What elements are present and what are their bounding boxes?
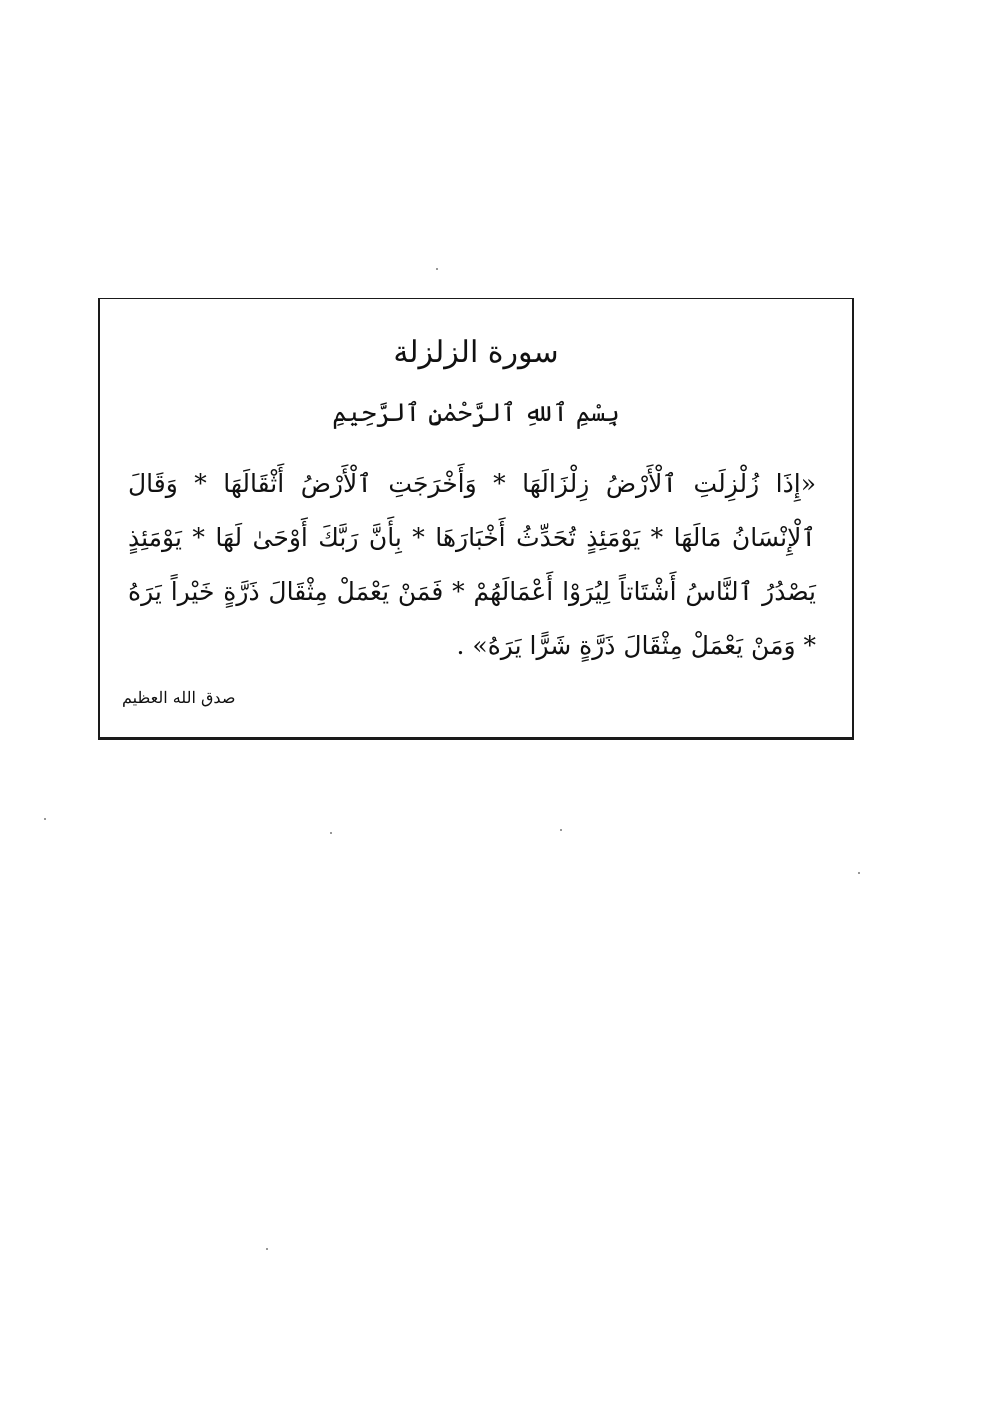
scan-speck bbox=[560, 829, 562, 831]
text-frame bbox=[98, 298, 854, 740]
scan-speck bbox=[436, 268, 438, 270]
scan-speck bbox=[858, 872, 860, 874]
basmala: بِسْمِ ٱللهِ ٱلرَّحْمٰنِ ٱلرَّحِيمِ bbox=[332, 398, 620, 427]
verses-text: «إِذَا زُلْزِلَتِ ٱلْأَرْضُ زِلْزَالَهَا * وَأَخْرَجَتِ ٱلْأَرْضُ أَثْقَالَهَا * وَقَالَ ٱلْإِنْسَانُ مَالَهَا * يَوْمَئِذٍ تُحَدِّثُ أَخْبَارَهَا * بِأَنَّ رَبَّكَ أَوْحَىٰ لَهَا * يَوْمَئِذٍ يَصْدُرُ ٱلنَّاسُ أَشْتَاتاً لِيُرَوْا أَعْمَالَهُمْ * فَمَنْ يَعْمَلْ مِثْقَالَ ذَرَّةٍ خَيْراً يَرَهُ * وَمَنْ يَعْمَلْ مِثْقَالَ ذَرَّةٍ شَرًّا يَرَهُ» . bbox=[128, 469, 816, 660]
surah-title: سورة الزلزلة bbox=[393, 335, 559, 370]
scan-speck bbox=[330, 832, 332, 834]
scan-speck bbox=[266, 1248, 268, 1250]
scan-speck bbox=[44, 818, 46, 820]
closing-phrase: صدق الله العظيم bbox=[122, 688, 236, 707]
